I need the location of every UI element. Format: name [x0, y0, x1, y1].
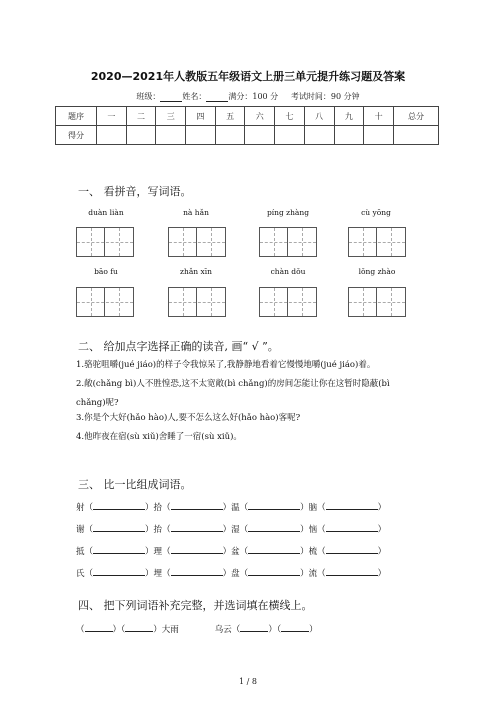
section1-heading: 一、 看拼音，写词语。 — [78, 185, 192, 198]
answer-blank[interactable] — [171, 500, 223, 510]
answer-blank[interactable] — [93, 566, 145, 576]
score-cell[interactable] — [156, 126, 186, 145]
section4-heading: 四、 把下列词语补充完整，并选词填在横线上。 — [78, 599, 313, 612]
writing-grid[interactable] — [76, 227, 134, 257]
answer-blank[interactable] — [171, 522, 223, 532]
answer-blank[interactable] — [93, 544, 145, 554]
score-header-cell: 八 — [304, 107, 334, 126]
answer-blank[interactable] — [171, 566, 223, 576]
answer-blank[interactable] — [248, 544, 300, 554]
score-header-cell: 三 — [156, 107, 186, 126]
answer-blank[interactable] — [248, 522, 300, 532]
answer-blank[interactable] — [281, 622, 309, 632]
score-header-cell: 六 — [245, 107, 275, 126]
pinyin-label: cù yōng — [361, 208, 391, 217]
score-header-cell: 七 — [275, 107, 305, 126]
question-line: chǎng)呢? — [76, 398, 119, 408]
class-label: 班级： — [136, 92, 161, 101]
score-cell[interactable] — [275, 126, 305, 145]
answer-blank[interactable] — [93, 500, 145, 510]
writing-grid[interactable] — [348, 287, 406, 317]
score-header-cell: 题序 — [56, 107, 97, 126]
score-cell[interactable] — [215, 126, 245, 145]
answer-blank[interactable] — [326, 500, 378, 510]
score-cell[interactable] — [245, 126, 275, 145]
pinyin-label: bāo fu — [94, 267, 118, 276]
writing-grid[interactable] — [259, 227, 317, 257]
score-header-cell: 五 — [215, 107, 245, 126]
name-blank — [206, 93, 228, 102]
full-score: 满分：100 分 — [228, 92, 279, 101]
word-row: 抵（ ）理（ ）盆（ ）梳（ ） — [76, 544, 386, 566]
answer-blank[interactable] — [248, 566, 300, 576]
score-row-label: 得分 — [56, 126, 97, 145]
question-line: 2.敞(chǎng bì)人不胜惶恐,这不太宽敞(bì chǎng)的房间怎能让你在这暂时隐蔽(bì — [76, 379, 390, 389]
score-cell[interactable] — [394, 126, 439, 145]
answer-blank[interactable] — [125, 622, 153, 632]
score-header-cell: 十 — [364, 107, 394, 126]
score-cell[interactable] — [304, 126, 334, 145]
score-cell[interactable] — [364, 126, 394, 145]
word-row: 谢（ ）抬（ ）湿（ ）恼（ ） — [76, 522, 386, 544]
section2-body — [76, 359, 436, 443]
answer-blank[interactable] — [326, 566, 378, 576]
question-line: 1.骆驼咀嚼(jué jiáo)的样子令我惊呆了,我静静地看着它慢慢地嚼(jué jiáo)着。 — [76, 360, 376, 370]
score-header-cell: 四 — [186, 107, 216, 126]
writing-grid[interactable] — [348, 227, 406, 257]
word-group-table — [76, 500, 386, 588]
section2-heading: 二、 给加点字选择正确的读音, 画“ √ ”。 — [78, 340, 279, 353]
score-header-cell: 九 — [334, 107, 364, 126]
pinyin-label: chàn dǒu — [270, 267, 306, 276]
score-header-cell: 二 — [126, 107, 156, 126]
word-row: 氏（ ）埋（ ）盘（ ）流（ ） — [76, 566, 386, 588]
score-header-cell: 总分 — [394, 107, 439, 126]
answer-blank[interactable] — [326, 544, 378, 554]
document-title: 2020—2021年人教版五年级语文上册三单元提升练习题及答案 — [90, 70, 406, 83]
name-label: 姓名： — [182, 92, 207, 101]
answer-blank[interactable] — [171, 544, 223, 554]
answer-blank[interactable] — [93, 522, 145, 532]
score-cell[interactable] — [334, 126, 364, 145]
answer-blank[interactable] — [85, 622, 113, 632]
exam-time: 考试时间：90 分钟 — [290, 92, 360, 101]
score-cell[interactable] — [186, 126, 216, 145]
page-number: 1 / 8 — [239, 677, 257, 686]
score-header-cell: 一 — [97, 107, 127, 126]
pinyin-label: duàn liàn — [88, 208, 124, 217]
score-value-row — [56, 126, 439, 145]
score-table — [55, 106, 439, 145]
exam-meta — [0, 91, 496, 102]
idiom-line: （ ）（ ）大雨 乌云（ ）（ ） — [76, 622, 318, 635]
answer-blank[interactable] — [326, 522, 378, 532]
writing-grid[interactable] — [259, 287, 317, 317]
pinyin-label: lǒng zhào — [358, 267, 396, 276]
writing-grid[interactable] — [168, 227, 226, 257]
section3-heading: 三、 比一比组成词语。 — [78, 478, 192, 491]
question-line: 3.你是个大好(hǎo hào)人,要不怎么这么好(hǎo hào)客呢? — [76, 413, 301, 423]
score-cell[interactable] — [126, 126, 156, 145]
answer-blank[interactable] — [248, 500, 300, 510]
writing-grid[interactable] — [168, 287, 226, 317]
class-blank — [160, 93, 182, 102]
pinyin-label: zhǎn xīn — [180, 267, 212, 276]
writing-grid[interactable] — [76, 287, 134, 317]
score-cell[interactable] — [97, 126, 127, 145]
score-header-row — [56, 107, 439, 126]
pinyin-label: píng zhàng — [266, 208, 310, 217]
word-row: 射（ ）拾（ ）温（ ）脑（ ） — [76, 500, 386, 522]
question-line: 4.他昨夜在宿(sù xiǔ)舍睡了一宿(sù xiǔ)。 — [76, 432, 242, 442]
pinyin-label: nà hǎn — [183, 208, 209, 217]
answer-blank[interactable] — [240, 622, 268, 632]
